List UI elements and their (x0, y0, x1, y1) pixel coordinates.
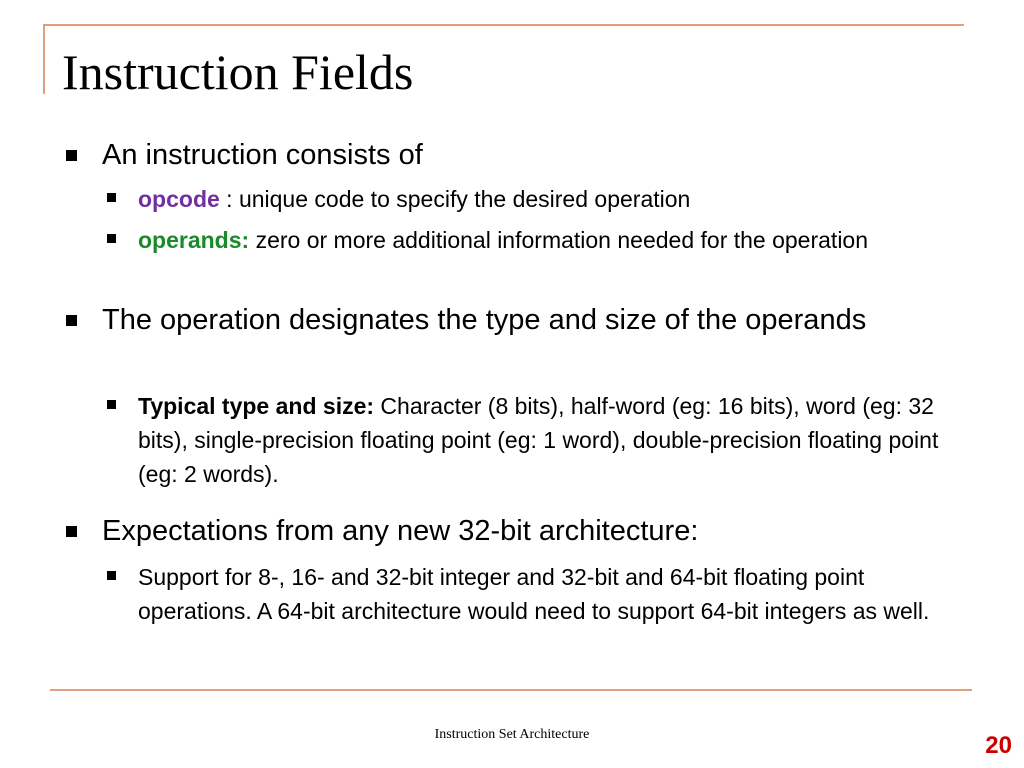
operands-description: zero or more additional information needed for the operation (249, 227, 869, 253)
bullet-operation-designates (102, 303, 962, 337)
square-bullet-icon (66, 315, 77, 326)
opcode-description: : unique code to specify the desired operation (219, 186, 691, 212)
typical-type-size-term: Typical type and size: (138, 393, 375, 419)
square-bullet-icon (66, 150, 77, 161)
footer-rule (50, 689, 972, 691)
bullet-expectations (102, 514, 962, 548)
slide-frame-top-rule (43, 24, 964, 26)
square-bullet-icon (107, 571, 116, 580)
bullet-text: An instruction consists of (102, 139, 423, 171)
bullet-text: Expectations from any new 32-bit architecture: (102, 515, 699, 547)
sub-bullet-operands (138, 223, 968, 257)
operands-term: operands: (138, 227, 250, 253)
slide-frame-left-rule (43, 24, 45, 94)
typical-type-size-description: Character (8 bits), half-word (eg: 16 bits), word (eg: 32 bits), single-precision floating point (eg: 1 word), double-precision floating point (eg: 2 words). (138, 393, 939, 487)
slide-title: Instruction Fields (62, 44, 414, 100)
square-bullet-icon (107, 193, 116, 202)
square-bullet-icon (107, 400, 116, 409)
sub-bullet-typical-type-size (138, 389, 968, 491)
square-bullet-icon (107, 234, 116, 243)
sub-bullet-opcode (138, 182, 968, 216)
opcode-term: opcode (138, 186, 220, 212)
footer-title: Instruction Set Architecture (434, 727, 590, 742)
page-number: 20 (985, 732, 1012, 759)
square-bullet-icon (66, 526, 77, 537)
bullet-instruction-consists (102, 138, 962, 172)
sub-bullet-support (138, 560, 968, 628)
bullet-text: The operation designates the type and size of the operands (102, 304, 867, 336)
support-description: Support for 8-, 16- and 32-bit integer and 32-bit and 64-bit floating point operations. A 64-bit architecture would need to support 64-bit integers as well. (138, 564, 930, 624)
